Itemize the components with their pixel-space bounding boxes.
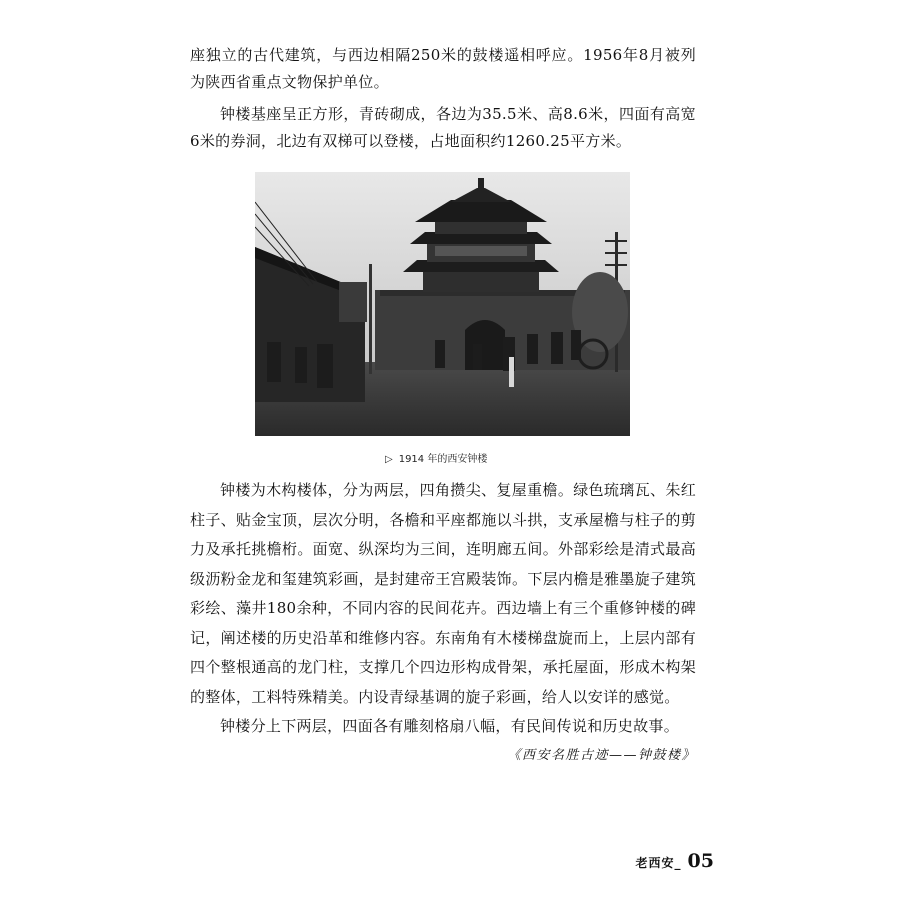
photo-caption: [385, 450, 585, 465]
running-book-title: 老西安_: [635, 856, 682, 870]
paragraph-two-floors: 钟楼分上下两层，四面各有雕刻格扇八幅，有民间传说和历史故事。: [220, 717, 680, 735]
paragraph-base-description: 钟楼基座呈正方形，青砖砌成，各边为35.5米、高8.6米，四面有高宽6米的券洞，北边有双梯可以登楼，占地面积约1260.25平方米。: [190, 105, 696, 150]
top-text-block: [190, 42, 696, 160]
caption-triangle-icon: ▷: [385, 454, 393, 465]
source-citation: 《西安名胜古迹——钟鼓楼》: [507, 747, 696, 763]
paragraph-wooden-structure: 钟楼为木构楼体，分为两层，四角攒尖、复屋重檐。绿色琉璃瓦、朱红柱子、贴金宝顶，层次分明，各檐和平座都施以斗拱，支承屋檐与柱子的剪力及承托挑檐桁。面宽、纵深均为三间，连明廊五间。外部彩绘是清式最高级沥粉金龙和玺建筑彩画，是封建帝王宫殿装饰。下层内檐是雅墨旋子建筑彩绘、藻井180余种，不同内容的民间花卉。西边墙上有三个重修钟楼的碑记，阐述楼的历史沿革和维修内容。东南角有木楼梯盘旋而上，上层内部有四个整根通高的龙门柱，支撑几个四边形构成骨架，承托屋面，形成木构架的整体，工料特殊精美。内设青绿基调的旋子彩画，给人以安详的感觉。: [190, 481, 696, 706]
caption-text: 1914 年的西安钟楼: [398, 454, 488, 465]
paragraph-continuation: 座独立的古代建筑，与西边相隔250米的鼓楼遥相呼应。1956年8月被列为陕西省重点文物保护单位。: [190, 46, 696, 91]
bell-tower-1914-photo: [255, 172, 630, 436]
page-number: 05: [687, 850, 714, 872]
bottom-text-block: [190, 476, 696, 763]
page-footer: [636, 850, 714, 872]
